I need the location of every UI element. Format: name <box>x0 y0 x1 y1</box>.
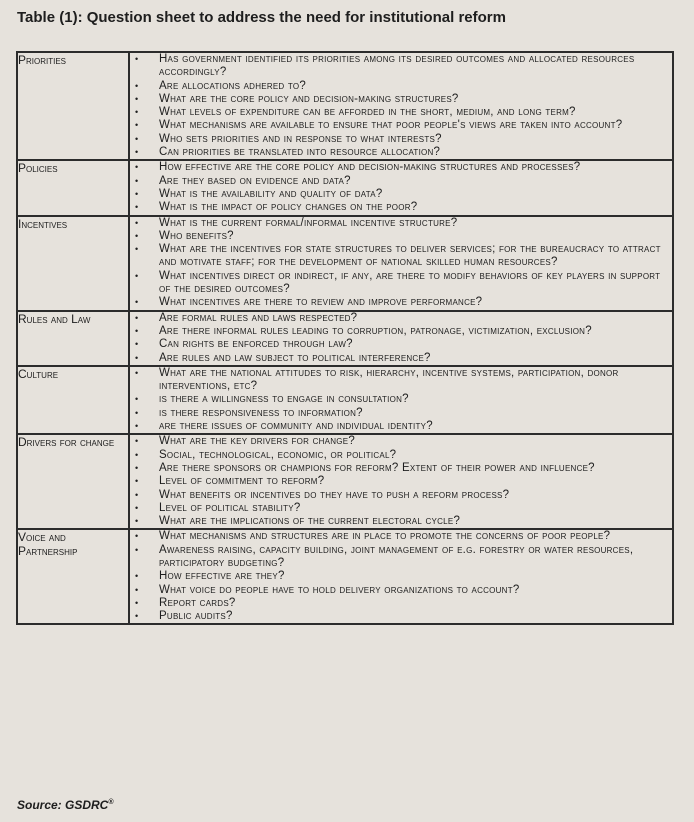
question-item: • What mechanisms are available to ensure that poor people's views are taken into account? <box>130 119 672 132</box>
question-item: • Are allocations adhered to? <box>130 80 672 93</box>
category-cell: Drivers for change <box>17 434 129 529</box>
question-item: • Are there sponsors or champions for reform? Extent of their power and influence? <box>130 462 672 475</box>
question-item: • What are the key drivers for change? <box>130 435 672 448</box>
question-item: • What incentives are there to review and improve performance? <box>130 296 672 309</box>
category-cell: Culture <box>17 366 129 434</box>
question-item: • What are the core policy and decision-making structures? <box>130 93 672 106</box>
question-item: • Level of political stability? <box>130 502 672 515</box>
question-item: • What is the impact of policy changes on the poor? <box>130 201 672 214</box>
question-list <box>130 312 672 365</box>
question-item: • What are the national attitudes to risk, hierarchy, incentive systems, participation, donor interventions, etc? <box>130 367 672 394</box>
source-label: Source: GSDRC <box>17 798 109 812</box>
question-item: • What are the implications of the current electoral cycle? <box>130 515 672 528</box>
question-list <box>130 53 672 159</box>
question-item: • Level of commitment to reform? <box>130 475 672 488</box>
question-item: • are there issues of community and individual identity? <box>130 420 672 433</box>
question-item: • What mechanisms and structures are in place to promote the concerns of poor people? <box>130 530 672 543</box>
table-row <box>17 529 673 624</box>
question-list <box>130 367 672 433</box>
table-row <box>17 311 673 366</box>
table-row <box>17 52 673 160</box>
source-note <box>17 798 114 812</box>
table-title: Table (1): Question sheet to address the need for institutional reform <box>17 9 506 26</box>
question-item: • What incentives direct or indirect, if any, are there to modify behaviors of key players in support of the desired outcomes? <box>130 270 672 297</box>
source-registered-mark: ® <box>108 799 114 806</box>
category-cell: Priorities <box>17 52 129 160</box>
question-item: • Can priorities be translated into resource allocation? <box>130 146 672 159</box>
table-body <box>17 52 673 624</box>
question-item: • Has government identified its priorities among its desired outcomes and allocated resources accordingly? <box>130 53 672 80</box>
question-list <box>130 217 672 310</box>
question-item: • What is the current formal/informal incentive structure? <box>130 217 672 230</box>
questions-cell <box>129 160 673 215</box>
questions-cell <box>129 434 673 529</box>
question-item: • Are formal rules and laws respected? <box>130 312 672 325</box>
questions-cell <box>129 311 673 366</box>
question-item: • Can rights be enforced through law? <box>130 338 672 351</box>
question-item: • How effective are they? <box>130 570 672 583</box>
table-row <box>17 216 673 311</box>
question-item: • Who benefits? <box>130 230 672 243</box>
question-item: • Report cards? <box>130 597 672 610</box>
question-list <box>130 435 672 528</box>
question-item: • is there responsiveness to information? <box>130 407 672 420</box>
questions-cell <box>129 52 673 160</box>
question-list <box>130 530 672 623</box>
question-sheet-table <box>16 51 674 625</box>
question-item: • Awareness raising, capacity building, joint management of e.g. forestry or water resources, participatory budgeting? <box>130 544 672 571</box>
question-item: • What levels of expenditure can be afforded in the short, medium, and long term? <box>130 106 672 119</box>
questions-cell <box>129 366 673 434</box>
category-cell: Policies <box>17 160 129 215</box>
question-item: • How effective are the core policy and decision-making structures and processes? <box>130 161 672 174</box>
question-item: • Who sets priorities and in response to what interests? <box>130 133 672 146</box>
question-item: • Social, technological, economic, or political? <box>130 449 672 462</box>
questions-cell <box>129 216 673 311</box>
question-item: • Are rules and law subject to political interference? <box>130 352 672 365</box>
question-item: • What benefits or incentives do they have to push a reform process? <box>130 489 672 502</box>
question-item: • What are the incentives for state structures to deliver services; for the bureaucracy to attract and motivate staff; for the development of national skilled human resources? <box>130 243 672 270</box>
questions-cell <box>129 529 673 624</box>
question-item: • What voice do people have to hold delivery organizations to account? <box>130 584 672 597</box>
question-item: • is there a willingness to engage in consultation? <box>130 393 672 406</box>
table-row <box>17 160 673 215</box>
category-cell: Incentives <box>17 216 129 311</box>
category-cell: Rules and Law <box>17 311 129 366</box>
table-row <box>17 434 673 529</box>
question-item: • Are there informal rules leading to corruption, patronage, victimization, exclusion? <box>130 325 672 338</box>
category-cell: Voice and Partnership <box>17 529 129 624</box>
question-list <box>130 161 672 214</box>
question-item: • What is the availability and quality of data? <box>130 188 672 201</box>
question-item: • Public audits? <box>130 610 672 623</box>
table-row <box>17 366 673 434</box>
question-item: • Are they based on evidence and data? <box>130 175 672 188</box>
